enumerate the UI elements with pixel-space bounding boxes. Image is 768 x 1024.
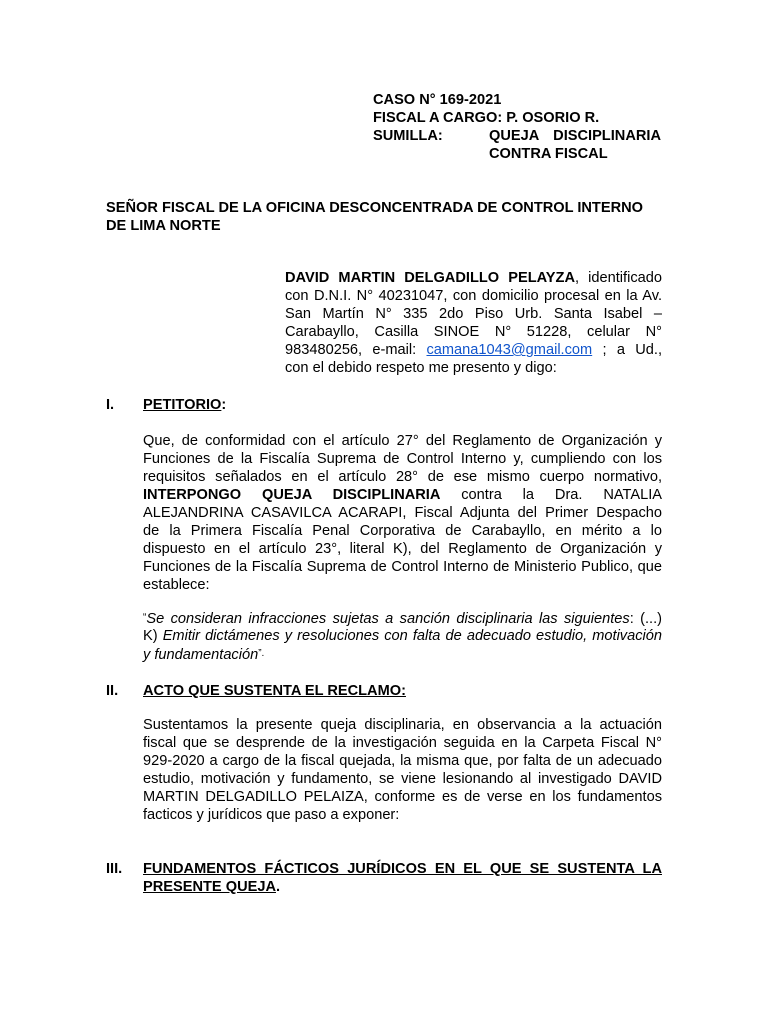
intro-line: San Martín N° 335 2do Piso Urb. Santa Isabel – [285,306,662,322]
case-header [373,91,673,163]
sumilla-value: QUEJA DISCIPLINARIA [489,128,661,144]
paragraph-line: establece: [143,577,210,593]
paragraph-line: fiscal que se desprende de la investigación seguida en la Carpeta Fiscal N° [143,735,662,751]
quote-text: y fundamentación [143,647,259,663]
intro-text: , identificado [575,270,662,286]
section-title: PRESENTE QUEJA [143,879,276,895]
section-number: III. [106,861,123,877]
paragraph-line: de la Primera Fiscalía Penal Corporativa de Carabayllo, en mérito a lo [143,523,662,539]
addressee-line2: DE LIMA NORTE [106,218,221,234]
legal-quote [143,609,662,663]
paragraph-line: estudio, motivación y fundamento, se viene lesionando al investigado DAVID [143,771,662,787]
paragraph-line: requisitos señalados en el artículo 28° de ese mismo cuerpo normativo, [143,469,662,485]
intro-line [285,269,662,287]
intro-text: ; a Ud., [592,342,662,358]
section-heading [143,860,662,896]
quote-line [143,609,662,627]
quote-text: Se consideran infracciones sujetas a sanción disciplinaria las siguientes [146,611,630,627]
sumilla-value-line2: CONTRA FISCAL [489,146,608,162]
intro-text: 983480256, e-mail: [285,342,427,358]
paragraph-line: Funciones de la Fiscalía Suprema de Control Interno y, cumpliendo con los [143,451,662,467]
section-heading [143,396,226,414]
section-title: PETITORIO [143,397,222,413]
quote-line [143,645,662,663]
section-title: FUNDAMENTOS FÁCTICOS JURÍDICOS EN EL QUE SE SUSTENTA LA [143,861,662,877]
addressee-line1: SEÑOR FISCAL DE LA OFICINA DESCONCENTRADA DE CONTROL INTERNO [106,200,644,216]
petitorio-paragraph [143,432,662,594]
complaint-action: INTERPONGO QUEJA DISCIPLINARIA [143,487,441,503]
paragraph-line: facticos y jurídicos que paso a exponer: [143,807,400,823]
quote-open: “ [143,612,147,623]
paragraph-text: contra la Dra. NATALIA [440,487,662,503]
section-title-colon: : [221,397,227,413]
intro-line: con D.N.I. N° 40231047, con domicilio procesal en la Av. [285,288,662,304]
section-title-line2 [143,878,662,896]
paragraph-line: Sustentamos la presente queja disciplinaria, en observancia a la actuación [143,717,662,733]
section-title: ACTO QUE SUSTENTA EL RECLAMO: [143,683,406,699]
paragraph-line: dispuesto en el artículo 23°, literal K), del Reglamento de Organización y [143,541,662,557]
paragraph-line: Funciones de la Fiscalía Suprema de Control Interno de Ministerio Publico, que [143,559,662,575]
addressee [106,199,662,235]
paragraph-line: ALEJANDRINA CASAVILCA ACARAPI, Fiscal Adjunta del Primer Despacho [143,505,662,521]
intro-line: con el debido respeto me presento y digo: [285,360,557,376]
quote-line [143,627,662,645]
sumilla-row [373,127,673,145]
intro-line: Carabayllo, Casilla SINOE N° 51228, celular N° [285,324,662,340]
sumilla-label: SUMILLA: [373,128,443,144]
paragraph-line [143,486,662,504]
quote-text: Emitir dictámenes y resoluciones con falta de adecuado estudio, motivación [162,628,662,644]
case-number: CASO N° 169-2021 [373,92,502,108]
intro-paragraph [285,269,662,377]
email-link[interactable]: camana1043@gmail.com [426,342,593,358]
intro-line [285,341,662,359]
reclamo-paragraph [143,716,662,824]
fiscal-in-charge: FISCAL A CARGO: P. OSORIO R. [373,110,600,126]
quote-close: ”. [258,648,265,659]
quote-text: K) [143,628,163,644]
section-number: I. [106,397,115,413]
complainant-name: DAVID MARTIN DELGADILLO PELAYZA [285,270,575,286]
paragraph-line: Que, de conformidad con el artículo 27° del Reglamento de Organización y [143,433,662,449]
paragraph-line: MARTIN DELGADILLO PELAIZA, conforme es de verse en los fundamentos [143,789,662,805]
paragraph-line: 929-2020 a cargo de la fiscal quejada, la misma que, por falta de un adecuado [143,753,662,769]
quote-text: : (...) [629,611,662,627]
section-title-end: . [276,879,281,895]
section-number: II. [106,683,119,699]
